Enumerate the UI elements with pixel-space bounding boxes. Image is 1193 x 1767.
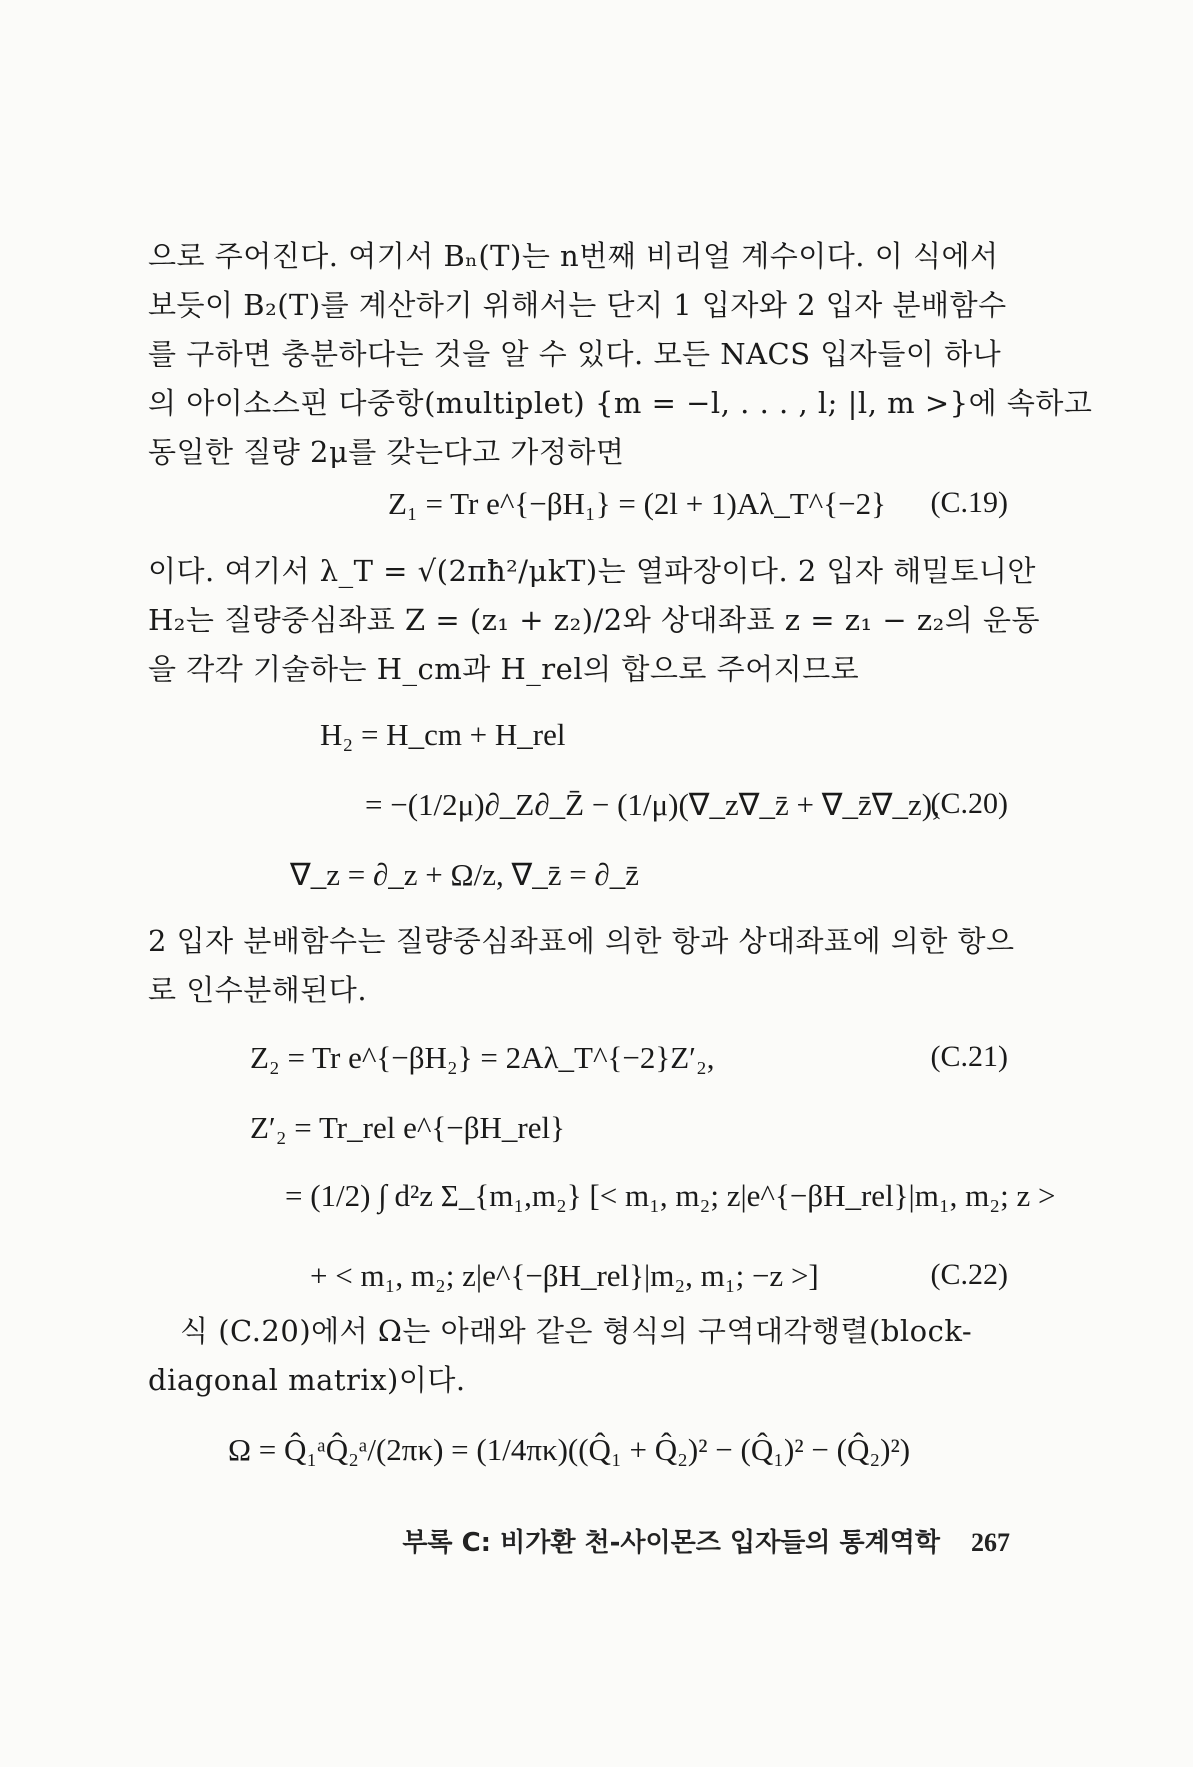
text-line: H₂는 질량중심좌표 Z = (z₁ + z₂)/2와 상대좌표 z = z₁ − z₂의 운동 [148, 603, 1041, 637]
chapter-title: 부록 C: 비가환 천-사이몬즈 입자들의 통계역학 [402, 1528, 940, 1558]
text-line: 동일한 질량 2μ를 갖는다고 가정하면 [148, 435, 625, 469]
equation-c22 [0, 1110, 1193, 1300]
text-line: 2 입자 분배함수는 질량중심좌표에 의한 항과 상대좌표에 의한 항으 [148, 924, 1015, 958]
equation-number: (C.21) [930, 1040, 1008, 1073]
text-line: 로 인수분해된다. [148, 973, 368, 1007]
page-number: 267 [971, 1528, 1010, 1557]
equation-line: = −(1/2μ)∂_Z∂_Z̄ − (1/μ)(∇_z∇_z̄ + ∇_z̄∇_z), [365, 787, 940, 822]
equation-number: (C.20) [930, 787, 1008, 820]
equation-formula: Ω = Q̂₁ᵃQ̂₂ᵃ/(2πκ) = (1/4πκ)((Q̂₁ + Q̂₂)² − (Q̂₁)² − (Q̂₂)²) [228, 1432, 911, 1467]
equation-c19 [0, 486, 1193, 546]
text-line: 의 아이소스핀 다중항(multiplet) {m = −l, . . . , l; |l, m >}에 속하고 [148, 386, 1093, 420]
equation-formula: Z₁ = Tr e^{−βH₁} = (2l + 1)Aλ_T^{−2} [388, 486, 886, 521]
text-line: 을 각각 기술하는 H_cm과 H_rel의 합으로 주어지므로 [148, 652, 860, 686]
paragraph-partition-factorization [148, 917, 1015, 1015]
text-line: 를 구하면 충분하다는 것을 알 수 있다. 모든 NACS 입자들이 하나 [148, 337, 1002, 371]
equation-line: ∇_z = ∂_z + Ω/z, ∇_z̄ = ∂_z̄ [290, 857, 640, 892]
equation-line: + < m₁, m₂; z|e^{−βH_rel}|m₂, m₁; −z >] [310, 1258, 819, 1293]
equation-line: = (1/2) ∫ d²z Σ_{m₁,m₂} [< m₁, m₂; z|e^{−βH_rel}|m₁, m₂; z > [285, 1178, 1056, 1213]
equation-c20 [0, 717, 1193, 907]
equation-number: (C.22) [930, 1258, 1008, 1291]
text-line: 식 (C.20)에서 Ω는 아래와 같은 형식의 구역대각행렬(block- [180, 1314, 973, 1348]
text-line: diagonal matrix)이다. [148, 1363, 466, 1397]
equation-c21 [0, 1040, 1193, 1100]
equation-omega [0, 1432, 1193, 1492]
equation-number: (C.19) [930, 486, 1008, 519]
equation-line: H₂ = H_cm + H_rel [320, 717, 566, 752]
text-line: 이다. 여기서 λ_T = √(2πħ²/μkT)는 열파장이다. 2 입자 해밀토니안 [148, 554, 1036, 588]
paragraph-omega-definition [148, 1307, 1010, 1405]
text-line: 보듯이 B₂(T)를 계산하기 위해서는 단지 1 입자와 2 입자 분배함수 [148, 288, 1007, 322]
paragraph-virial-intro [148, 232, 1093, 477]
equation-formula: Z₂ = Tr e^{−βH₂} = 2Aλ_T^{−2}Z′₂, [250, 1040, 715, 1075]
paragraph-hamiltonian [148, 547, 1041, 694]
equation-line: Z′₂ = Tr_rel e^{−βH_rel} [250, 1110, 565, 1145]
page-footer [400, 1522, 1010, 1559]
text-line: 으로 주어진다. 여기서 Bₙ(T)는 n번째 비리얼 계수이다. 이 식에서 [148, 239, 999, 273]
